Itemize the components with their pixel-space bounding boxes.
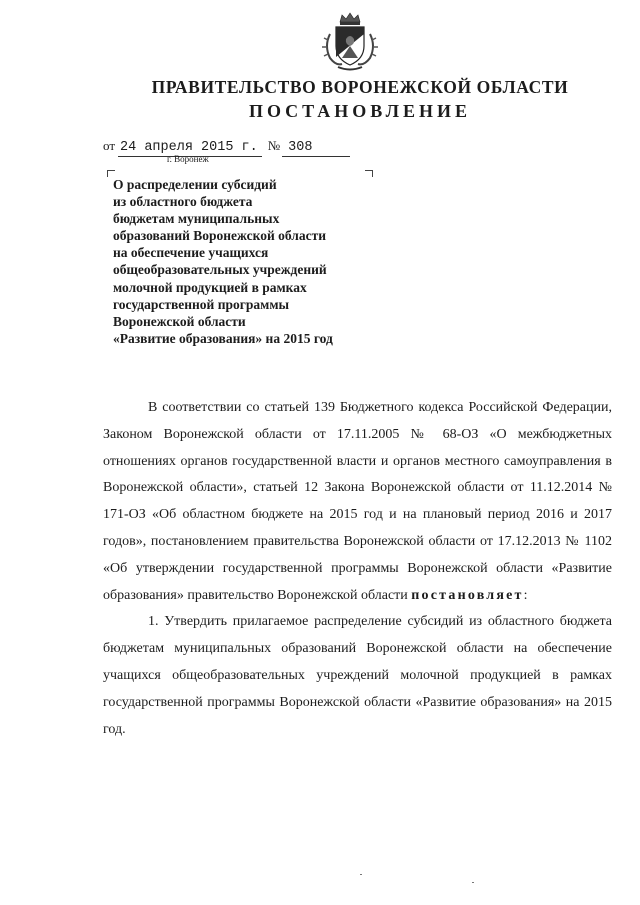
government-title: ПРАВИТЕЛЬСТВО ВОРОНЕЖСКОЙ ОБЛАСТИ — [151, 77, 569, 97]
subject-heading — [113, 176, 375, 347]
subject-line: «Развитие образования» на 2015 год — [113, 330, 333, 346]
subject-line: молочной продукцией в рамках — [113, 279, 307, 295]
document-body — [103, 395, 612, 743]
number-sign: № — [267, 138, 281, 153]
subject-line: из областного бюджета — [113, 194, 253, 210]
scan-speck — [360, 874, 362, 875]
subject-line: государственной программы — [113, 296, 290, 312]
clause-1-paragraph: 1. Утвердить прилагаемое распределение субсидий из областного бюджета бюджетам муниципальных образований Воронежской области на обеспечение учащихся общеобразовательных учреждений молочной продукцией в рамках государственной программы Воронежской области «Развитие образования» на 2015 год. — [103, 614, 612, 737]
document-type-heading: ПОСТАНОВЛЕНИЕ — [248, 101, 472, 121]
coat-of-arms-icon — [318, 12, 382, 72]
subject-line: бюджетам муниципальных — [113, 211, 280, 227]
subject-line: образований Воронежской области — [113, 228, 326, 244]
preamble-text: В соответствии со статьей 139 Бюджетного кодекса Российской Федерации, Законом Воронежской области от 17.11.2005 № 68-ОЗ «О межбюджетных отношениях органов государственной власти и органов местного самоуправления в Воронежской области», статьей 12 Закона Воронежской области от 11.12.2014 № 171-ОЗ «Об областном бюджете на 2015 год и на плановый период 2016 и 2017 годов», постановлением правительства Воронежской области от 17.12.2013 № 1102 «Об утверждении государственной программы Воронежской области «Развитие образования» правительство Воронежской области — [103, 400, 612, 603]
scan-speck — [472, 882, 474, 883]
date-number-line — [103, 138, 350, 157]
document-number: 308 — [282, 140, 350, 157]
preamble-paragraph — [103, 395, 612, 609]
preamble-end: : — [523, 587, 528, 603]
subject-line: на обеспечение учащихся — [113, 245, 269, 261]
subject-line: Воронежской области — [113, 313, 246, 329]
coat-of-arms-emblem — [318, 12, 382, 72]
subject-line: общеобразовательных учреждений — [113, 262, 327, 278]
document-date: 24 апреля 2015 г. — [118, 140, 262, 157]
subject-line: О распределении субсидий — [113, 177, 277, 192]
date-prefix: от — [103, 138, 116, 153]
resolution-verb: постановляет — [411, 587, 524, 603]
city-label: г. Воронеж — [167, 154, 209, 164]
